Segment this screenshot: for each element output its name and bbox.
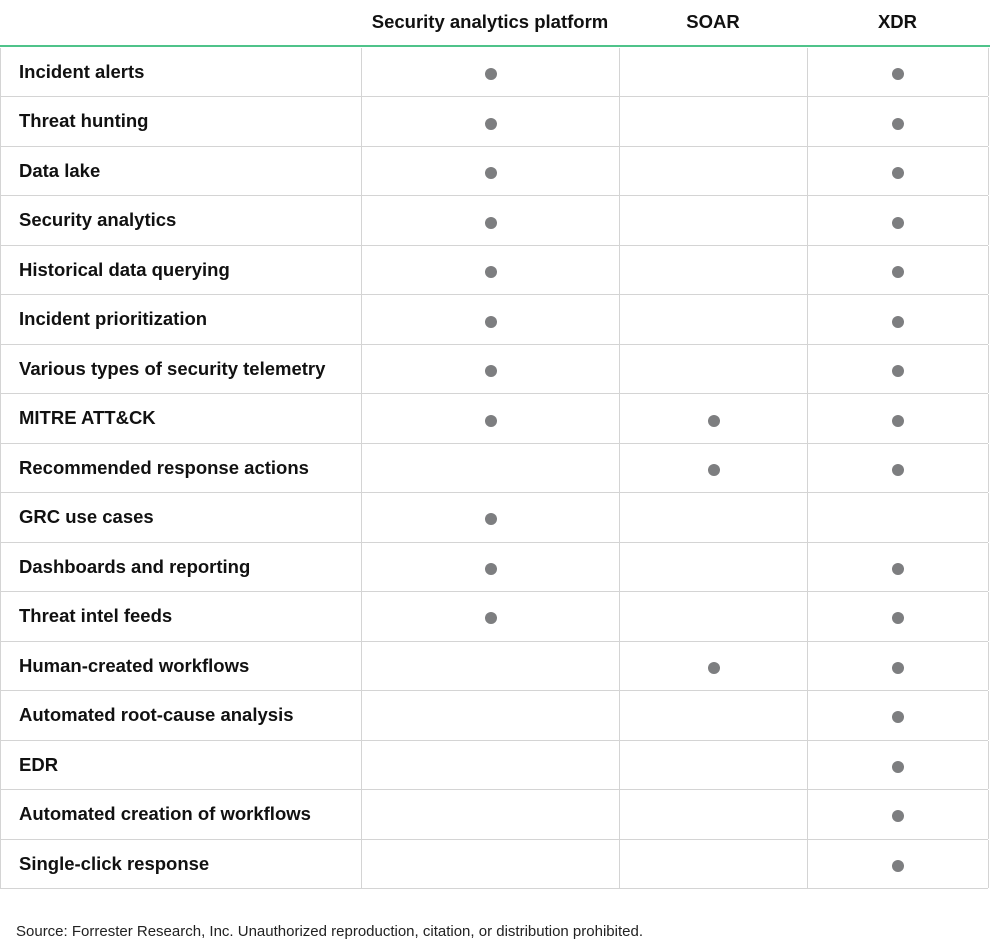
filled-dot-marker [485, 563, 497, 575]
row-label: Threat hunting [19, 110, 149, 132]
row-label-cell [1, 97, 362, 145]
table-cell [362, 840, 620, 888]
row-label: Historical data querying [19, 258, 230, 280]
table-cell [362, 394, 620, 442]
filled-dot-marker [892, 761, 904, 773]
table-cell [362, 790, 620, 838]
filled-dot-marker [892, 415, 904, 427]
row-label: Automated creation of workflows [19, 803, 311, 825]
row-label-cell [1, 840, 362, 888]
filled-dot-marker [485, 68, 497, 80]
table-row [1, 493, 988, 542]
row-label: Dashboards and reporting [19, 555, 251, 577]
table-cell [362, 97, 620, 145]
table-cell [362, 48, 620, 96]
row-label-cell [1, 394, 362, 442]
filled-dot-marker [892, 860, 904, 872]
column-header-soar: SOAR [686, 11, 740, 32]
table-row [1, 642, 988, 691]
table-cell [362, 691, 620, 739]
table-cell [808, 97, 989, 145]
row-label-cell [1, 592, 362, 640]
table-cell [620, 642, 808, 690]
table-row [1, 394, 988, 443]
table-row [1, 790, 988, 839]
row-label-cell [1, 295, 362, 343]
filled-dot-marker [485, 415, 497, 427]
row-label: Various types of security telemetry [19, 357, 326, 379]
table-cell [808, 196, 989, 244]
table-cell [808, 444, 989, 492]
table-cell [620, 493, 808, 541]
row-label-cell [1, 790, 362, 838]
table-cell [362, 543, 620, 591]
table-cell [620, 543, 808, 591]
table-cell [620, 246, 808, 294]
row-label-cell [1, 691, 362, 739]
row-label: Single-click response [19, 852, 210, 874]
table-cell [808, 840, 989, 888]
row-label-cell [1, 48, 362, 96]
table-row [1, 97, 988, 146]
table-cell [808, 48, 989, 96]
table-header [0, 0, 990, 47]
table-row [1, 345, 988, 394]
table-cell [620, 790, 808, 838]
filled-dot-marker [485, 217, 497, 229]
table-cell [362, 246, 620, 294]
filled-dot-marker [485, 513, 497, 525]
filled-dot-marker [485, 167, 497, 179]
row-label-cell [1, 147, 362, 195]
table-cell [362, 196, 620, 244]
table-cell [808, 394, 989, 442]
table-row [1, 48, 988, 97]
filled-dot-marker [485, 612, 497, 624]
table-row [1, 147, 988, 196]
table-cell [808, 691, 989, 739]
row-label: Incident prioritization [19, 308, 208, 330]
table-cell [808, 246, 989, 294]
filled-dot-marker [892, 217, 904, 229]
table-cell [362, 493, 620, 541]
row-label: Data lake [19, 159, 101, 181]
table-row [1, 691, 988, 740]
filled-dot-marker [892, 266, 904, 278]
filled-dot-marker [892, 810, 904, 822]
row-label-cell [1, 345, 362, 393]
row-label-cell [1, 444, 362, 492]
filled-dot-marker [892, 711, 904, 723]
row-label: MITRE ATT&CK [19, 407, 156, 429]
column-header-xdr: XDR [877, 11, 918, 32]
row-label: Incident alerts [19, 61, 145, 82]
row-label: Recommended response actions [19, 456, 309, 478]
table-row [1, 840, 988, 889]
capability-table [0, 48, 988, 889]
table-cell [620, 691, 808, 739]
table-row [1, 246, 988, 295]
table-cell [808, 642, 989, 690]
table-cell [620, 295, 808, 343]
table-cell [620, 196, 808, 244]
table-cell [362, 295, 620, 343]
row-label: Threat intel feeds [19, 605, 173, 627]
row-label-cell [1, 246, 362, 294]
row-label: GRC use cases [19, 506, 154, 528]
row-label-cell [1, 543, 362, 591]
table-cell [362, 592, 620, 640]
table-row [1, 543, 988, 592]
table-cell [620, 741, 808, 789]
table-cell [620, 345, 808, 393]
row-label-cell [1, 196, 362, 244]
row-label: Human-created workflows [19, 654, 250, 676]
table-cell [620, 394, 808, 442]
table-cell [620, 97, 808, 145]
row-label: Security analytics [19, 209, 177, 231]
table-cell [620, 592, 808, 640]
table-cell [808, 345, 989, 393]
table-cell [808, 295, 989, 343]
table-row [1, 444, 988, 493]
filled-dot-marker [892, 563, 904, 575]
filled-dot-marker [892, 464, 904, 476]
table-row [1, 741, 988, 790]
row-label-cell [1, 741, 362, 789]
filled-dot-marker [485, 316, 497, 328]
filled-dot-marker [708, 415, 720, 427]
table-cell [362, 345, 620, 393]
table-cell [808, 543, 989, 591]
table-cell [808, 147, 989, 195]
table-cell [808, 592, 989, 640]
filled-dot-marker [485, 266, 497, 278]
table-row [1, 592, 988, 641]
table-row [1, 295, 988, 344]
table-cell [620, 444, 808, 492]
filled-dot-marker [708, 662, 720, 674]
filled-dot-marker [485, 118, 497, 130]
table-cell [362, 642, 620, 690]
filled-dot-marker [892, 316, 904, 328]
row-label: Automated root-cause analysis [19, 704, 294, 726]
column-header-security-analytics-platform: Security analytics platform [371, 11, 609, 32]
table-cell [620, 840, 808, 888]
source-note: Source: Forrester Research, Inc. Unauthorized reproduction, citation, or distribution prohibited. [16, 923, 643, 940]
table-cell [362, 444, 620, 492]
filled-dot-marker [892, 167, 904, 179]
table-cell [620, 48, 808, 96]
filled-dot-marker [892, 68, 904, 80]
filled-dot-marker [892, 662, 904, 674]
row-label-cell [1, 642, 362, 690]
filled-dot-marker [485, 365, 497, 377]
filled-dot-marker [892, 118, 904, 130]
table-cell [362, 741, 620, 789]
filled-dot-marker [892, 365, 904, 377]
table-cell [808, 790, 989, 838]
filled-dot-marker [708, 464, 720, 476]
row-label-cell [1, 493, 362, 541]
filled-dot-marker [892, 612, 904, 624]
table-cell [362, 147, 620, 195]
table-row [1, 196, 988, 245]
table-cell [620, 147, 808, 195]
table-cell [808, 741, 989, 789]
row-label: EDR [19, 753, 59, 775]
table-cell [808, 493, 989, 541]
